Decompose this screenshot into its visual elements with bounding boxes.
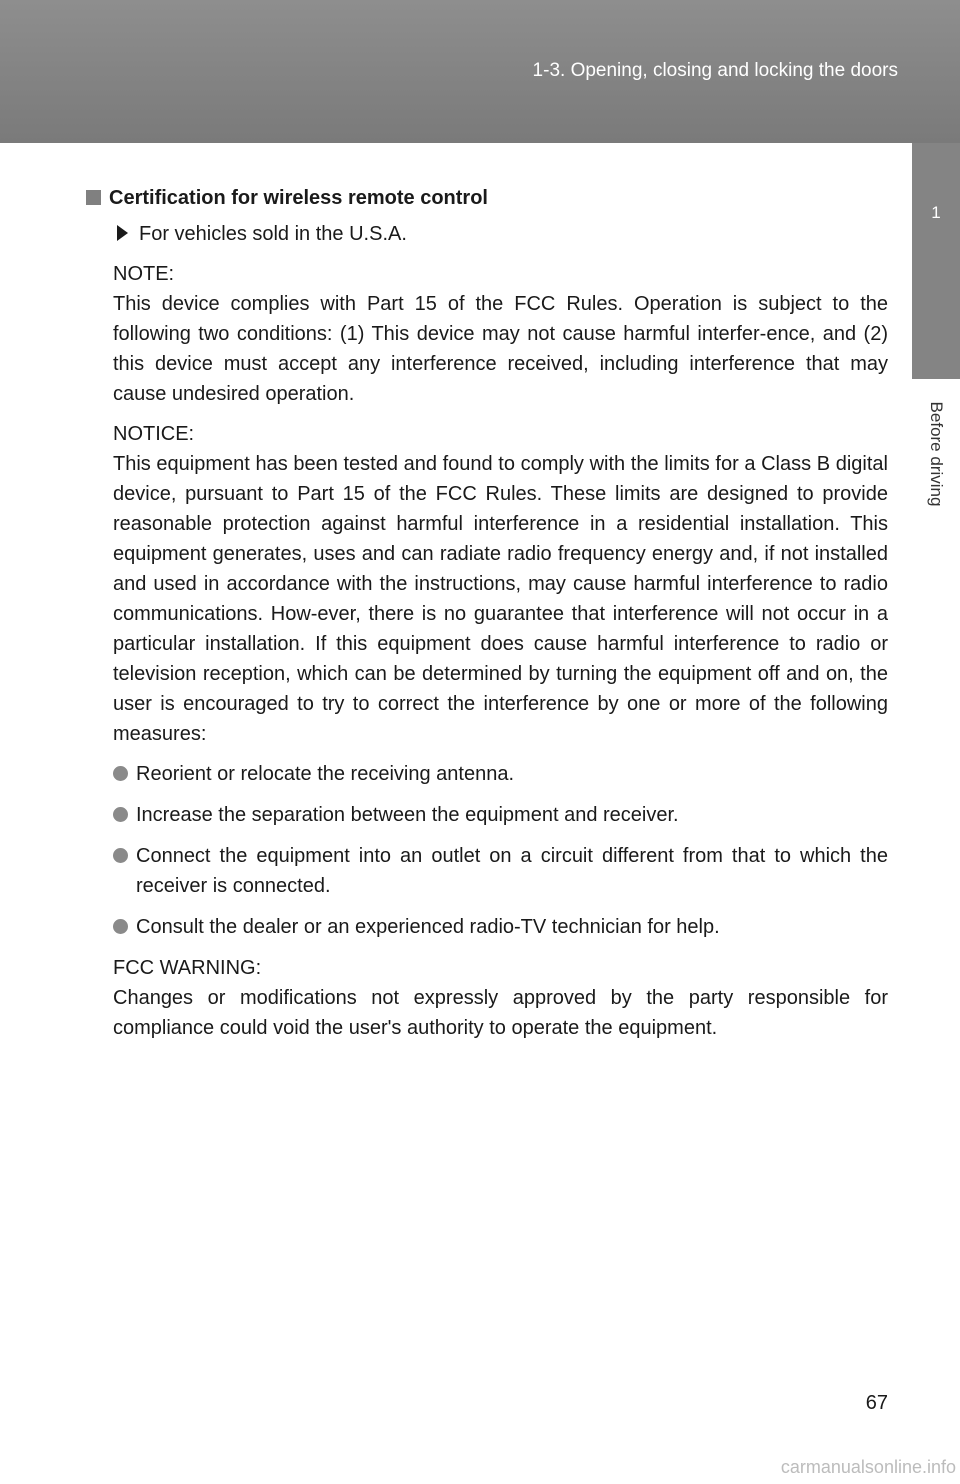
region-note — [117, 217, 888, 251]
note-title: NOTE: — [113, 263, 175, 285]
main-content — [109, 181, 888, 1053]
warning-text: Changes or modifications not expressly approved by the party responsible for compliance could void the user's authority to operate the equipment. — [113, 987, 888, 1039]
list-item-text: Reorient or relocate the receiving antenna. — [136, 763, 515, 785]
chapter-tab — [912, 143, 960, 379]
list-item — [113, 841, 888, 901]
chapter-number: 1 — [931, 203, 941, 222]
section-title: 1-3. Opening, closing and locking the doors — [532, 60, 898, 81]
section-heading — [86, 181, 888, 215]
bullet-circle-icon — [113, 807, 128, 822]
notice-text: This equipment has been tested and found to comply with the limits for a Class B digital device, pursuant to Part 15 of the FCC Rules. These limits are designed to provide reasonable protection against harmful interference in a residential installation. This equipment generates, uses and can radiate radio frequency energy and, if not installed and used in accordance with the instructions, may cause harmful interference to radio communications. How-ever, there is no guarantee that interference will not occur in a particular installation. If this equipment does cause harmful interference to radio or television reception, which can be determined by turning the equipment off and on, the user is encouraged to try to correct the interference by one or more of the following measures: — [113, 453, 888, 745]
bullet-circle-icon — [113, 766, 128, 781]
list-item — [113, 800, 888, 830]
warning-block — [113, 953, 888, 1043]
section-heading-text: Certification for wireless remote control — [109, 187, 488, 209]
header-bar — [0, 0, 960, 143]
list-item-text: Connect the equipment into an outlet on a circuit different from that to which the receiver is connected. — [136, 845, 888, 897]
watermark: carmanualsonline.info — [780, 1457, 956, 1477]
notice-block — [113, 419, 888, 749]
bullet-circle-icon — [113, 848, 128, 863]
arrow-right-icon — [117, 225, 128, 241]
bullet-circle-icon — [113, 919, 128, 934]
notice-title: NOTICE: — [113, 423, 195, 445]
list-item — [113, 759, 888, 789]
region-note-text: For vehicles sold in the U.S.A. — [139, 223, 407, 245]
square-icon — [86, 190, 101, 205]
list-item-text: Consult the dealer or an experienced radio-TV technician for help. — [136, 916, 720, 938]
page-number: 67 — [865, 1392, 888, 1414]
list-item — [113, 912, 888, 942]
list-item-text: Increase the separation between the equipment and receiver. — [136, 804, 679, 826]
note-text: This device complies with Part 15 of the FCC Rules. Operation is subject to the following two conditions: (1) This device may not cause harmful interfer-ence, and (2) this device must accept any interference received, including interference that may cause undesired operation. — [113, 293, 888, 405]
warning-title: FCC WARNING: — [113, 957, 262, 979]
note-block — [113, 259, 888, 409]
chapter-label: Before driving — [927, 401, 946, 507]
